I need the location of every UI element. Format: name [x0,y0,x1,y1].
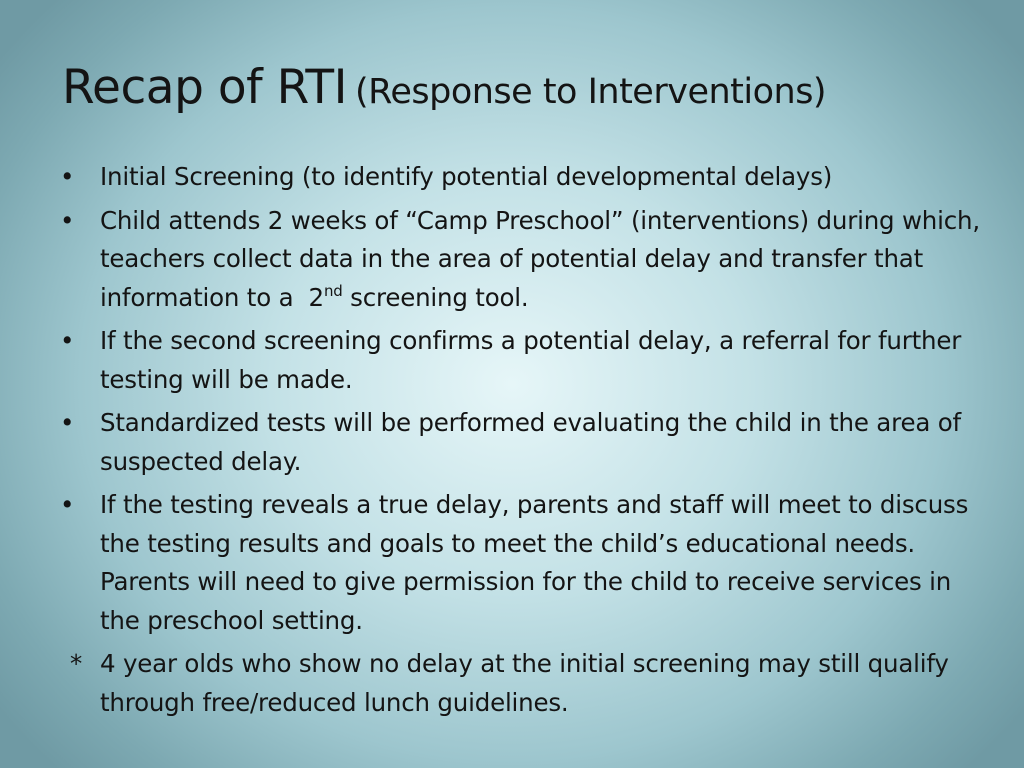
bullet-text-end: screening tool. [342,282,529,312]
bullet-item [58,322,998,399]
slide-title-main: Recap of RTI [62,60,347,115]
ordinal-superscript: nd [323,281,343,300]
bullet-text: Standardized tests will be performed evaluating the child in the area of suspected delay. [100,408,961,476]
bullet-dot-icon: • [60,326,75,355]
bullet-text: If the second screening confirms a potential delay, a referral for further testing will be made. [100,326,962,394]
bullet-dot-icon: • [60,490,75,519]
bullet-text: If the testing reveals a true delay, parents and staff will meet to discuss the testing results and goals to meet the child’s educational needs. Parents will need to give permission for the child to receive services in the preschool setting. [100,490,969,635]
bullet-dot-icon: • [60,408,75,437]
footnote-text: 4 year olds who show no delay at the initial screening may still qualify through free/reduced lunch guidelines. [100,649,949,717]
slide-title [62,60,827,115]
bullet-item [58,202,998,318]
bullet-list [58,158,998,640]
bullet-text: Initial Screening (to identify potential developmental delays) [100,162,833,191]
bullet-item [58,158,998,197]
slide-title-subtitle: (Response to Interventions) [354,72,827,112]
bullet-item [58,486,998,640]
bullet-text: Child attends 2 weeks of “Camp Preschool” (interventions) during which, teachers collect data in the area of potential delay and transfer that information to a 2 [100,205,980,312]
bullet-dot-icon: • [60,205,75,235]
footnote [58,645,998,722]
slide-body [58,158,998,722]
bullet-item [58,404,998,481]
bullet-dot-icon: • [60,162,75,191]
asterisk-icon: * [70,649,83,678]
